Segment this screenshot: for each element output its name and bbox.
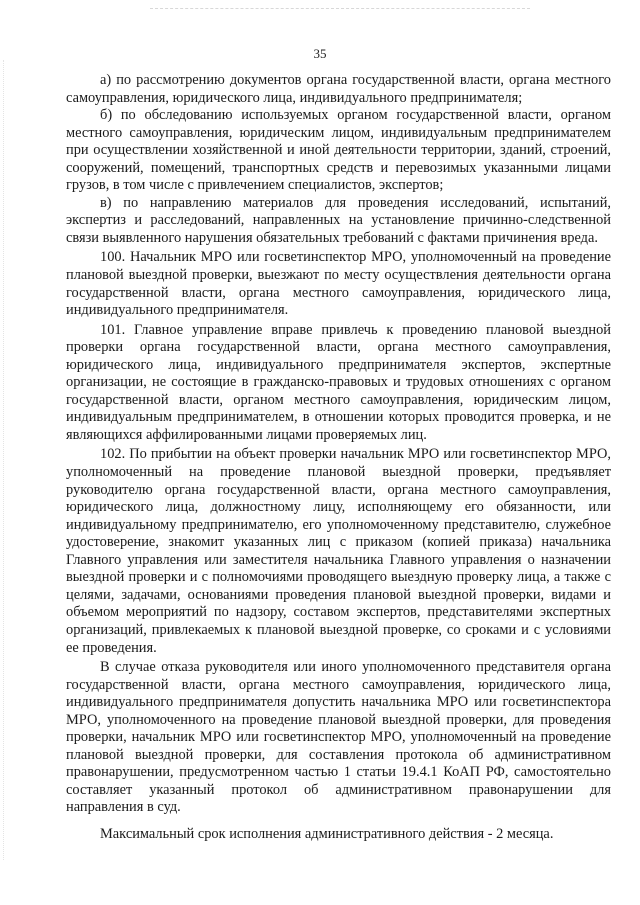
paragraph-c: в) по направлению материалов для проведения исследований, испытаний, экспертиз и расследований, направленных на установление причинно-следственной связи выявленного нарушения обязательных требований с фактами причинения вреда.	[66, 194, 611, 246]
paragraph-101: 101. Главное управление вправе привлечь к проведению плановой выездной проверки органа государственной власти, органа местного самоуправления, юридического лица, индивидуального предпринимателя экспертов, экспертные организации, не состоящие в гражданско-правовых и трудовых отношениях с органом государственной власти, органом местного самоуправления, юридическим лицом, индивидуальным предпринимателем, в отношении которых проводится проверка, и не являющихся аффилированными лицами проверяемых лиц.	[66, 321, 611, 443]
page-number: 35	[313, 46, 327, 61]
paragraph-102: 102. По прибытии на объект проверки начальник МРО или госветинспектор МРО, уполномоченный на проведение плановой выездной проверки, предъявляет руководителю органа государственной власти, органа местного самоуправления, юридического лица, должностному лицу, исполняющему его обязанности, или индивидуальному предпринимателю, его уполномоченному представителю, служебное удостоверение, знакомит указанных лиц с приказом (копией приказа) начальника Главного управления или заместителя начальника Главного управления о назначении выездной проверки и с полномочиями проводящего выездную проверку лица, а также с целями, задачами, основаниями проведения плановой выездной проверки, видами и объемом мероприятий по надзору, составом экспертов, представителями экспертных организаций, привлекаемых к плановой выездной проверке, со сроками и с условиями ее проведения.	[66, 446, 611, 656]
document-body	[66, 72, 611, 844]
paragraph-deadline: Максимальный срок исполнения административного действия - 2 месяца.	[100, 825, 554, 842]
paragraph-refusal: В случае отказа руководителя или иного уполномоченного представителя органа государственной власти, органа местного самоуправления, юридического лица, индивидуального предпринимателя допустить начальника МРО или госветинспектора МРО, уполномоченного на проведение плановой выездной проверки, для проведения проверки, начальник МРО или госветинспектор МРО, уполномоченный на проведение плановой выездной проверки, для составления протокола об административном правонарушении, предусмотренном частью 1 статьи 19.4.1 КоАП РФ, самостоятельно составляет указанный протокол об административном правонарушении для направления в суд.	[66, 659, 611, 816]
scan-artifact-line	[150, 8, 530, 10]
paragraph-a: а) по рассмотрению документов органа государственной власти, органа местного самоуправления, юридического лица, индивидуального предпринимателя;	[66, 72, 611, 106]
paragraph-b: б) по обследованию используемых органом государственной власти, органом местного самоуправления, юридическим лицом, индивидуальным предпринимателем при осуществлении хозяйственной и иной деятельности территории, зданий, строений, сооружений, помещений, транспортных средств и перевозимых указанными лицами грузов, в том числе с привлечением специалистов, экспертов;	[66, 107, 611, 194]
scan-edge-mark	[3, 60, 5, 860]
paragraph-100: 100. Начальник МРО или госветинспектор МРО, уполномоченный на проведение плановой выездной проверки, выезжают по месту осуществления деятельности органа государственной власти, органа местного самоуправления, юридического лица, индивидуального предпринимателя.	[66, 249, 611, 319]
